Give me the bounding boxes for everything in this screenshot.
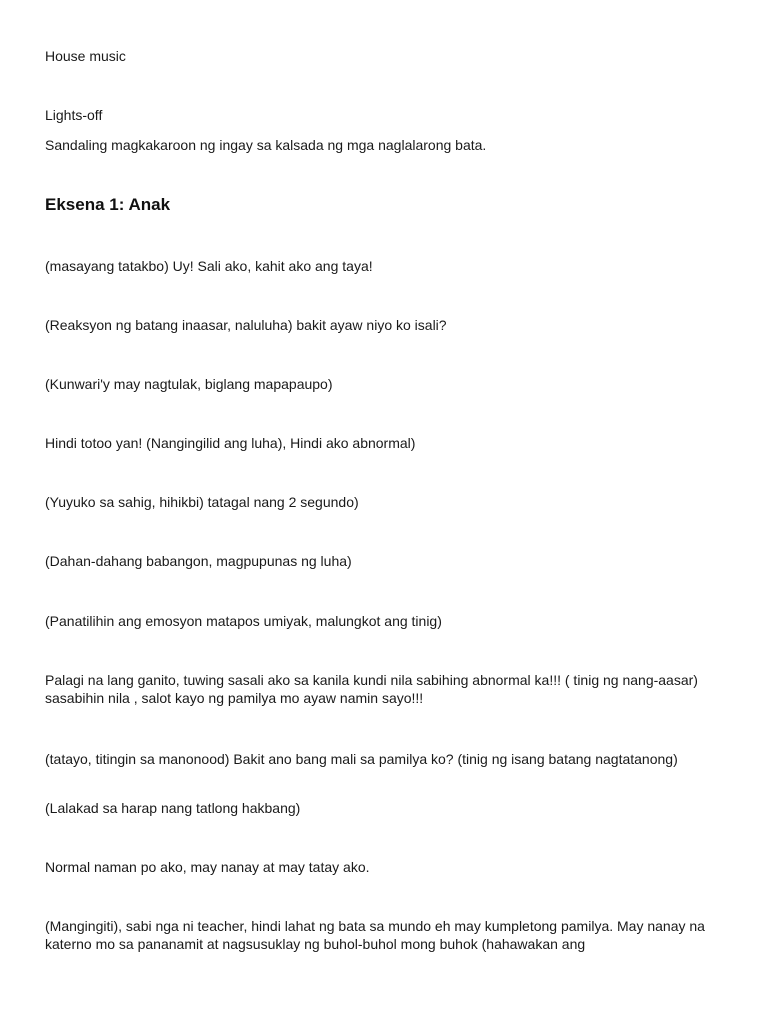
script-line: (Reaksyon ng batang inaasar, naluluha) bakit ayaw niyo ko isali? [45, 317, 447, 333]
scene-heading: Eksena 1: Anak [45, 195, 171, 214]
script-line: (Yuyuko sa sahig, hihikbi) tatagal nang 2 segundo) [45, 494, 359, 510]
script-line: (tatayo, titingin sa manonood) Bakit ano bang mali sa pamilya ko? (tinig ng isang batang nagtatanong) [45, 751, 678, 767]
stage-direction-noise: Sandaling magkakaroon ng ingay sa kalsada ng mga naglalarong bata. [45, 137, 487, 153]
script-line: Palagi na lang ganito, tuwing sasali ako sa kanila kundi nila sabihing abnormal ka!!! ( tinig ng nang-aasar) sasabihin nila , salot kayo ng pamilya mo ayaw namin sayo!!! [45, 672, 698, 706]
stage-direction-lights-off: Lights-off [45, 107, 103, 123]
script-line: (Kunwari'y may nagtulak, biglang mapapaupo) [45, 376, 333, 392]
script-line: Normal naman po ako, may nanay at may tatay ako. [45, 859, 370, 875]
stage-direction-house-music: House music [45, 48, 126, 64]
script-line: (Lalakad sa harap nang tatlong hakbang) [45, 800, 301, 816]
script-line: (Dahan-dahang babangon, magpupunas ng luha) [45, 553, 352, 569]
script-line: (Mangingiti), sabi nga ni teacher, hindi lahat ng bata sa mundo eh may kumpletong pamilya. May nanay na katerno mo sa pananamit at nagsusuklay ng buhol-buhol mong buhok (hahawakan ang [45, 918, 705, 952]
script-line: Hindi totoo yan! (Nangingilid ang luha), Hindi ako abnormal) [45, 435, 416, 451]
script-line: (Panatilihin ang emosyon matapos umiyak, malungkot ang tinig) [45, 613, 442, 629]
script-line: (masayang tatakbo) Uy! Sali ako, kahit ako ang taya! [45, 258, 373, 274]
